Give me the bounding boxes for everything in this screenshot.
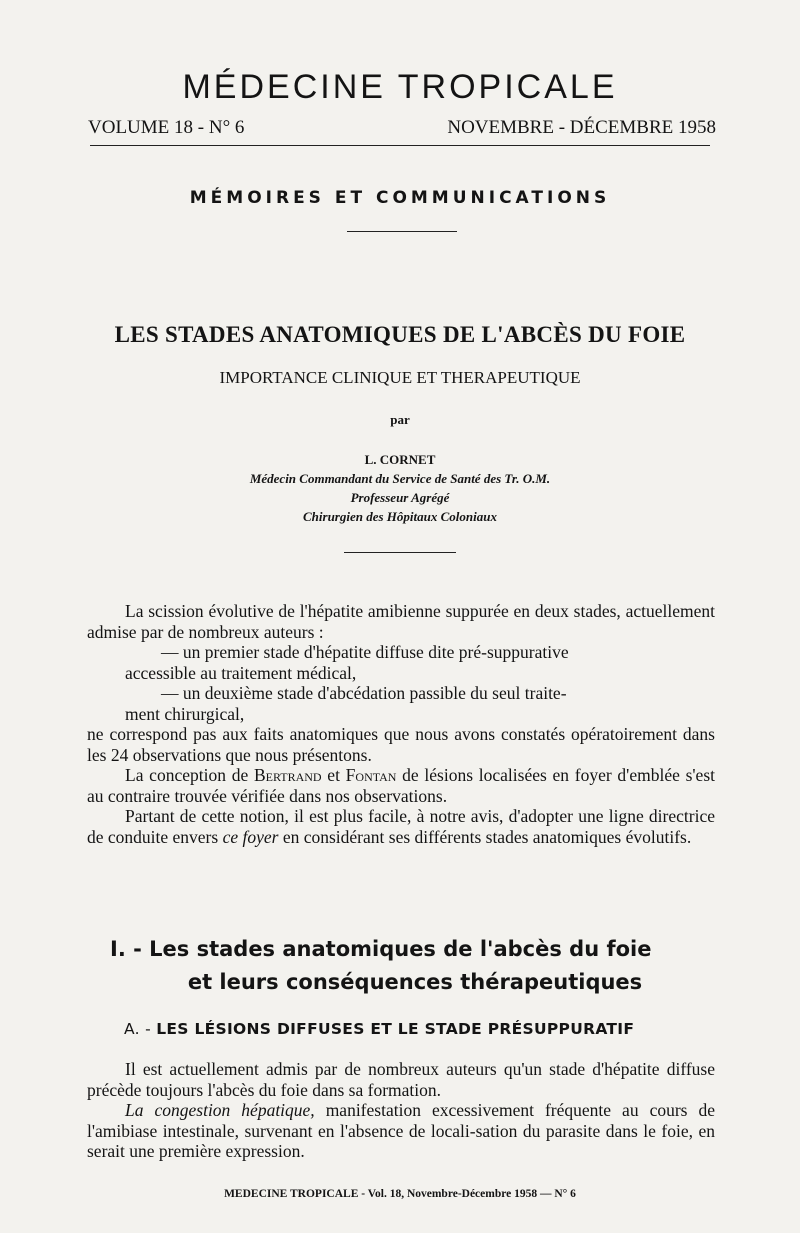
paragraph: ne correspond pas aux faits anatomiques que nous avons constatés opératoirement dans les 24 observations que nous présentons. (87, 724, 715, 765)
article-subtitle: IMPORTANCE CLINIQUE ET THERAPEUTIQUE (219, 368, 581, 387)
article-title: LES STADES ANATOMIQUES DE L'ABCÈS DU FOIE (114, 322, 686, 347)
cited-author: Bertrand (253, 765, 322, 785)
list-item: — un premier stade d'hépatite diffuse dite pré-suppurative accessible au traitement médical, (125, 642, 569, 683)
paragraph: Partant de cette notion, il est plus facile, à notre avis, d'adopter une ligne directrice de conduite envers ce foyer en considérant ses différents stades anatomiques évolutifs. (87, 806, 715, 847)
chapter-heading: I. - Les stades anatomiques de l'abcès du foie et leurs conséquences thérapeutiques (110, 937, 652, 994)
paragraph: La scission évolutive de l'hépatite amibienne suppurée en deux stades, actuellement admise par de nombreux auteurs : (87, 601, 715, 642)
author-affiliation: Médecin Commandant du Service de Santé des Tr. O.M. (249, 471, 551, 486)
chapter-number: I. - (110, 937, 150, 961)
byline-prefix: par (390, 412, 410, 427)
section-divider (347, 231, 457, 232)
journal-title: MÉDECINE TROPICALE (182, 68, 618, 106)
paragraph: La congestion hépatique, manifestation excessivement fréquente au cours de l'amibiase intestinale, survenant en l'absence de locali-sation du parasite dans le foie, en serait une première expression. (87, 1100, 715, 1161)
paragraph: La conception de Bertrand et Fontan de lésions localisées en foyer d'emblée s'est au contraire trouvée vérifiée dans nos observations. (87, 765, 715, 806)
subsection-heading: A. - LES LÉSIONS DIFFUSES ET LE STADE PRÉSUPPURATIF (124, 1020, 635, 1038)
issue-date: NOVEMBRE - DÉCEMBRE 1958 (447, 117, 716, 138)
section-body (87, 1059, 715, 1162)
volume-number: VOLUME 18 - N° 6 (88, 117, 245, 138)
issue-line (88, 117, 716, 139)
section-heading: MÉMOIRES ET COMMUNICATIONS (189, 188, 611, 208)
cited-author: Fontan (345, 765, 397, 785)
page-footer: MEDECINE TROPICALE - Vol. 18, Novembre-Décembre 1958 — N° 6 (224, 1188, 576, 1200)
header-rule (90, 145, 710, 146)
list-item: — un deuxième stade d'abcédation passible du seul traite- ment chirurgical, (125, 683, 567, 724)
author-affiliation: Chirurgien des Hôpitaux Coloniaux (303, 509, 497, 524)
author-affiliation: Professeur Agrégé (350, 490, 450, 505)
introduction (87, 601, 715, 847)
byline-divider (344, 552, 456, 553)
author-name: L. CORNET (364, 452, 436, 467)
paragraph: Il est actuellement admis par de nombreux auteurs qu'un stade d'hépatite diffuse précède toujours l'abcès du foie dans sa formation. (87, 1059, 715, 1100)
